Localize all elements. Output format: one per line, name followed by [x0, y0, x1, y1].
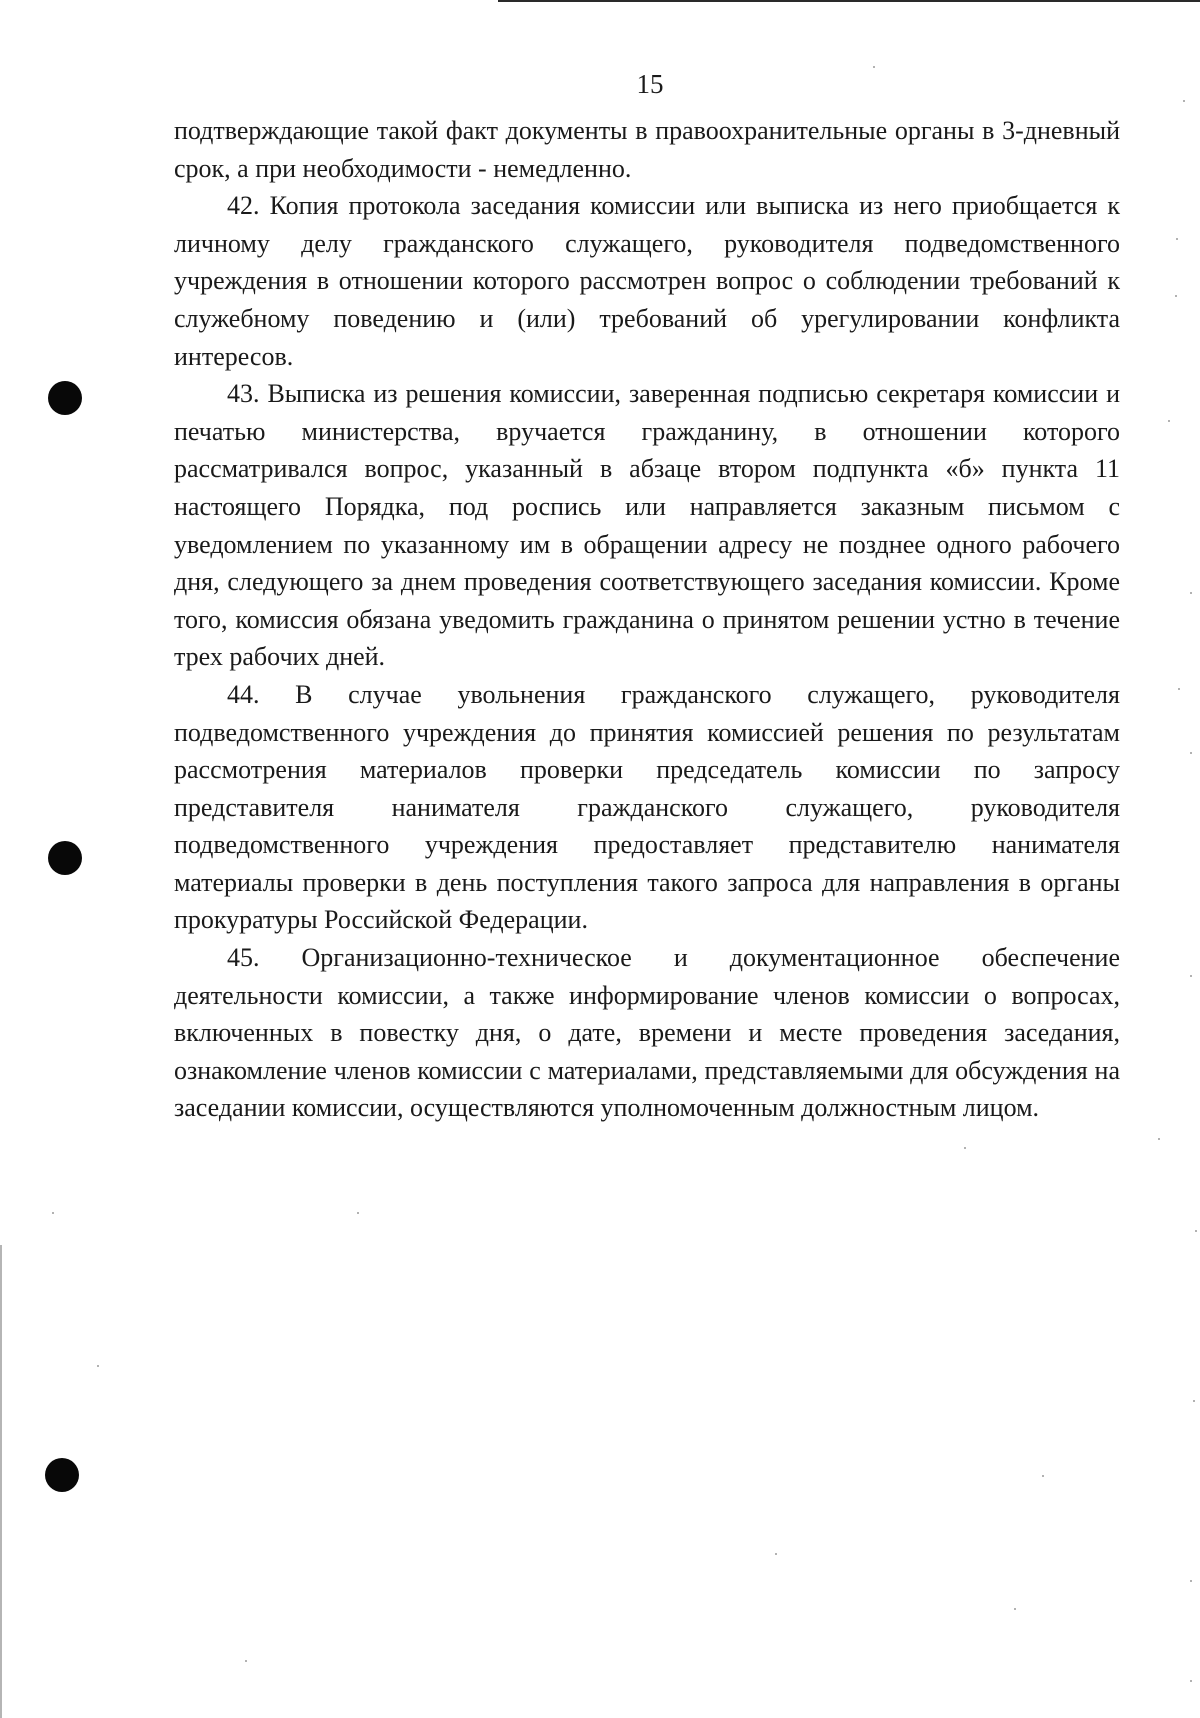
scan-speck: [1183, 100, 1185, 102]
scan-speck: [1193, 1400, 1195, 1402]
punch-hole-bottom: [45, 1458, 79, 1492]
scan-speck: [245, 1660, 247, 1662]
scan-speck: [97, 1365, 99, 1367]
scan-speck: [1190, 592, 1192, 594]
punch-hole-middle: [48, 841, 82, 875]
scan-speck: [1168, 420, 1170, 422]
scan-speck: [1190, 1580, 1192, 1582]
scan-speck: [1178, 688, 1180, 690]
scan-speck: [1042, 1475, 1044, 1477]
paragraph-43: 43. Выписка из решения комиссии, заверенная подписью секретаря комиссии и печатью министерства, вручается гражданину, в отношении которого рассматривался вопрос, указанный в абзаце втором подпункта «б» пункта 11 настоящего Порядка, под роспись или направляется заказным письмом с уведомлением по указанному им в обращении адресу не позднее одного рабочего дня, следующего за днем проведения соответствующего заседания комиссии. Кроме того, комиссия обязана уведомить гражданина о принятом решении устно в течение трех рабочих дней.: [174, 379, 1120, 672]
scan-speck: [873, 66, 875, 68]
paragraph-45: 45. Организационно-техническое и документационное обеспечение деятельности комиссии, а также информирование членов комиссии о вопросах, включенных в повестку дня, о дате, времени и месте проведения заседания, ознакомление членов комиссии с материалами, представляемыми для обсуждения на заседании комиссии, осуществляются уполномоченным должностным лицом.: [174, 943, 1120, 1123]
scan-speck: [1190, 1680, 1192, 1682]
page-number: 15: [636, 69, 664, 99]
paragraph-42: 42. Копия протокола заседания комиссии или выписка из него приобщается к личному делу гражданского служащего, руководителя подведомственного учреждения в отношении которого рассмотрен вопрос о соблюдении требований к служебному поведению и (или) требований об урегулировании конфликта интересов.: [174, 191, 1120, 371]
scan-speck: [1175, 295, 1177, 297]
scan-speck: [775, 1553, 777, 1555]
scan-speck: [1190, 975, 1192, 977]
paragraph-continuation: подтверждающие такой факт документы в правоохранительные органы в 3-дневный срок, а при необходимости - немедленно.: [174, 116, 1120, 183]
scan-left-edge: [0, 1245, 2, 1718]
scan-speck: [1190, 752, 1192, 754]
document-body: [174, 112, 1120, 1127]
scan-speck: [1176, 238, 1178, 240]
scan-top-border: [498, 0, 1200, 2]
punch-hole-top: [48, 381, 82, 415]
scan-speck: [1158, 1138, 1160, 1140]
scan-speck: [357, 1212, 359, 1214]
scan-speck: [1195, 1230, 1197, 1232]
scan-speck: [52, 1212, 54, 1214]
scan-speck: [964, 1147, 966, 1149]
scan-speck: [1014, 1608, 1016, 1610]
paragraph-44: 44. В случае увольнения гражданского служащего, руководителя подведомственного учреждения до принятия комиссией решения по результатам рассмотрения материалов проверки председатель комиссии по запросу представителя нанимателя гражданского служащего, руководителя подведомственного учреждения предоставляет представителю нанимателя материалы проверки в день поступления такого запроса для направления в органы прокуратуры Российской Федерации.: [174, 679, 1120, 935]
